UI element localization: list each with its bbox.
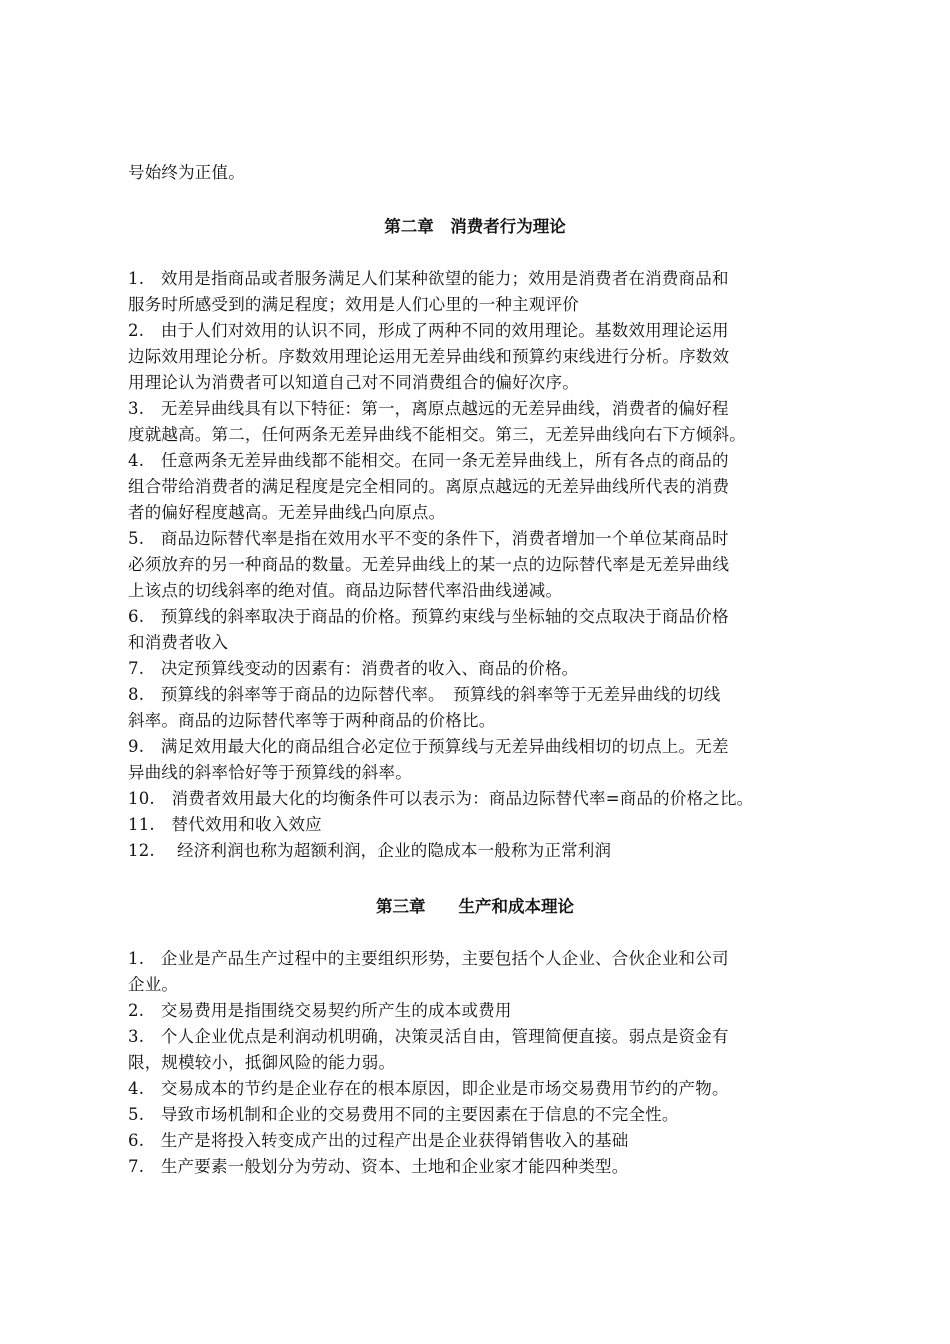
chapter3-line: 6. 生产是将投入转变成产出的过程产出是企业获得销售收入的基础 xyxy=(128,1131,629,1150)
chapter2-line: 组合带给消费者的满足程度是完全相同的。离原点越远的无差异曲线所代表的消费 xyxy=(128,477,730,496)
chapter2-line: 7. 决定预算线变动的因素有：消费者的收入、商品的价格。 xyxy=(128,659,579,678)
chapter2-line: 边际效用理论分析。序数效用理论运用无差异曲线和预算约束线进行分析。序数效 xyxy=(128,347,730,366)
chapter2-line: 4. 任意两条无差异曲线都不能相交。在同一条无差异曲线上，所有各点的商品的 xyxy=(128,451,729,470)
chapter2-line: 上该点的切线斜率的绝对值。商品边际替代率沿曲线递减。 xyxy=(128,581,563,600)
chapter2-line: 11. 替代效用和收入效应 xyxy=(128,815,322,834)
chapter2-line: 服务时所感受到的满足程度；效用是人们心里的一种主观评价 xyxy=(128,295,579,314)
chapter2-line: 度就越高。第二，任何两条无差异曲线不能相交。第三，无差异曲线向右下方倾斜。 xyxy=(128,425,746,444)
chapter3-line: 企业。 xyxy=(128,975,179,994)
chapter2-line: 必须放弃的另一种商品的数量。无差异曲线上的某一点的边际替代率是无差异曲线 xyxy=(128,555,730,574)
chapter2-line: 和消费者收入 xyxy=(128,633,229,652)
chapter2-line: 3. 无差异曲线具有以下特征：第一，离原点越远的无差异曲线，消费者的偏好程 xyxy=(128,399,729,418)
chapter3-line: 3. 个人企业优点是利润动机明确，决策灵活自由，管理简便直接。弱点是资金有 xyxy=(128,1027,729,1046)
chapter2-line: 6. 预算线的斜率取决于商品的价格。预算约束线与坐标轴的交点取决于商品价格 xyxy=(128,607,729,626)
chapter3-line: 4. 交易成本的节约是企业存在的根本原因，即企业是市场交易费用节约的产物。 xyxy=(128,1079,729,1098)
chapter2-line: 8. 预算线的斜率等于商品的边际替代率。 预算线的斜率等于无差异曲线的切线 xyxy=(128,685,721,704)
chapter3-line: 限，规模较小，抵御风险的能力弱。 xyxy=(128,1053,396,1072)
chapter3-line: 2. 交易费用是指围绕交易契约所产生的成本或费用 xyxy=(128,1001,512,1020)
chapter3-line: 5. 导致市场机制和企业的交易费用不同的主要因素在于信息的不完全性。 xyxy=(128,1105,679,1124)
chapter2-line: 2. 由于人们对效用的认识不同，形成了两种不同的效用理论。基数效用理论运用 xyxy=(128,321,729,340)
chapter3-line: 1. 企业是产品生产过程中的主要组织形势，主要包括个人企业、合伙企业和公司 xyxy=(128,949,729,968)
chapter3-line: 7. 生产要素一般划分为劳动、资本、土地和企业家才能四种类型。 xyxy=(128,1157,629,1176)
intro-line: 号始终为正值。 xyxy=(128,163,245,182)
chapter2-line: 1. 效用是指商品或者服务满足人们某种欲望的能力；效用是消费者在消费商品和 xyxy=(128,269,729,288)
chapter2-line: 9. 满足效用最大化的商品组合必定位于预算线与无差异曲线相切的切点上。无差 xyxy=(128,737,729,756)
chapter2-line: 12. 经济利润也称为超额利润，企业的隐成本一般称为正常利润 xyxy=(128,841,612,860)
chapter2-line: 异曲线的斜率恰好等于预算线的斜率。 xyxy=(128,763,412,782)
chapter2-line: 斜率。商品的边际替代率等于两种商品的价格比。 xyxy=(128,711,496,730)
chapter2-line: 5. 商品边际替代率是指在效用水平不变的条件下，消费者增加一个单位某商品时 xyxy=(128,529,729,548)
chapter2-line: 者的偏好程度越高。无差异曲线凸向原点。 xyxy=(128,503,446,522)
chapter3-heading: 第三章 生产和成本理论 xyxy=(376,897,574,916)
chapter2-heading: 第二章 消费者行为理论 xyxy=(384,217,566,236)
chapter2-line: 用理论认为消费者可以知道自己对不同消费组合的偏好次序。 xyxy=(128,373,579,392)
chapter2-line: 10. 消费者效用最大化的均衡条件可以表示为：商品边际替代率=商品的价格之比。 xyxy=(128,789,754,808)
